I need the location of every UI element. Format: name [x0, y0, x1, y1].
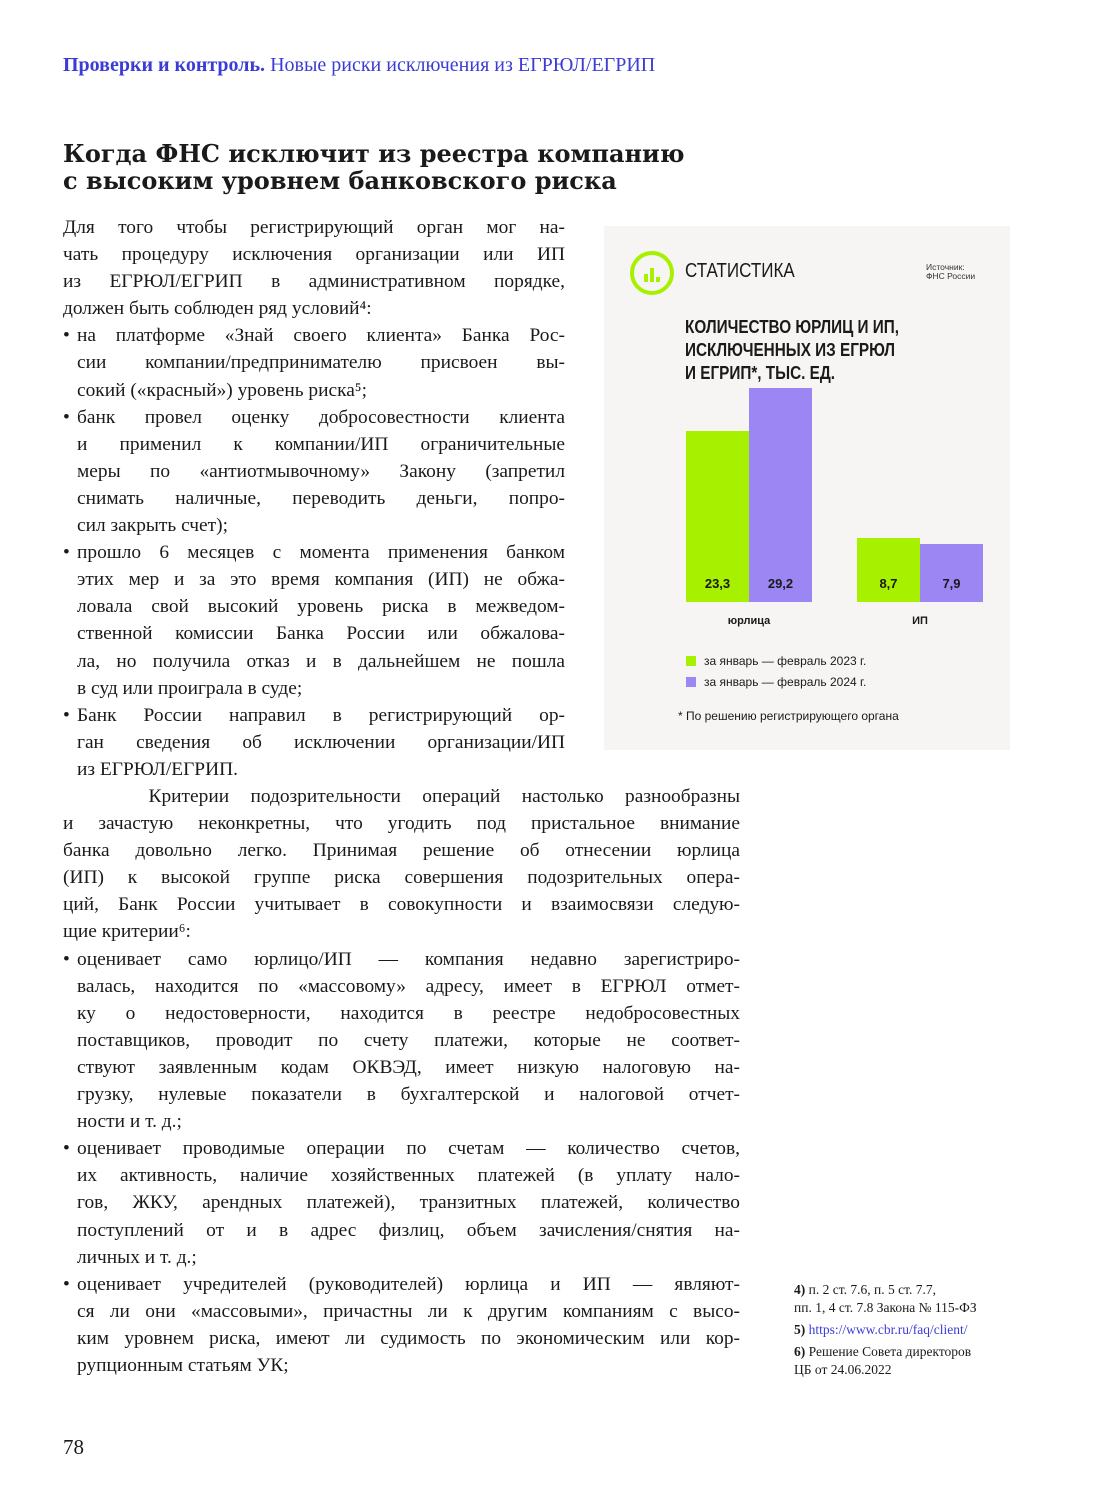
bullet-icon: • [63, 406, 70, 428]
text-line: ким уровнем риска, имеют ли судимость по экономическим или кор- [77, 1327, 740, 1349]
text-line: щие критерии⁶: [63, 921, 191, 943]
chart-title-line: ИСКЛЮЧЕННЫХ ИЗ ЕГРЮЛ [685, 340, 896, 360]
bullet-item [63, 1135, 740, 1270]
text-line: гов, ЖКУ, арендных платежей), транзитных платежей, количество [77, 1192, 740, 1214]
bullet-icon: • [63, 1138, 70, 1160]
text-line: поступлений от и в адрес физлиц, объем зачисления/снятия на- [77, 1219, 740, 1241]
text-line: и применил к компании/ИП ограничительные [77, 433, 565, 455]
footnote [794, 1343, 977, 1379]
text-line: ла, но получила отказ и в дальнейшем не пошла [77, 650, 565, 672]
title-line: Когда ФНС исключит из реестра компанию [63, 139, 685, 168]
text-line: ственной комиссии Банка России или обжалова- [77, 623, 565, 645]
text-line: грузку, нулевые показатели в бухгалтерской и налоговой отчет- [77, 1084, 740, 1106]
text-line: ся ли они «массовыми», причастны ли к другим компаниям с высо- [77, 1300, 740, 1322]
legend-item [686, 654, 866, 668]
legend-label: за январь — февраль 2024 г. [704, 675, 867, 689]
footnote-text: Решение Совета директоров [808, 1344, 972, 1359]
chart-note: * По решению регистрирующего органа [678, 709, 899, 723]
text-line: из ЕГРЮЛ/ЕГРИП. [77, 758, 238, 780]
text-line: Критерии подозрительности операций настолько разнообразны [63, 786, 740, 807]
text-line: ствуют заявленным кодам ОКВЭД, имеет низкую налоговую на- [77, 1056, 740, 1078]
text-line: оценивает учредителей (руководителей) юрлица и ИП — являют- [77, 1273, 740, 1295]
body-text-top [63, 214, 565, 783]
bullet-icon: • [63, 704, 70, 726]
bullet-item [63, 702, 565, 783]
text-line: ности и т. д.; [77, 1111, 182, 1133]
source-value: ФНС России [926, 271, 976, 281]
source-label: Источник: [926, 262, 965, 272]
bullet-item [63, 404, 565, 539]
footnote-text: п. 2 ст. 7.6, п. 5 ст. 7.7, [808, 1282, 936, 1297]
text-line: меры по «антиотмывочному» Закону (запретил [77, 460, 565, 482]
text-line: поставщиков, проводит по счету платежи, которые не соответ- [77, 1029, 740, 1051]
text-line: ган сведения об исключении организации/ИП [77, 731, 565, 753]
bullet-item [63, 1271, 740, 1379]
text-line: ловала свой высокий уровень риска в межведом- [77, 596, 565, 618]
bar-value-label: 29,2 [767, 576, 794, 591]
footnote [794, 1321, 977, 1339]
bar-value-label: 23,3 [704, 576, 731, 591]
footnote-number: 4) [794, 1282, 806, 1297]
bullet-icon: • [63, 948, 70, 970]
text-line: в суд или проиграла в суде; [77, 677, 303, 699]
text-line: банка довольно легко. Принимая решение об отнесении юрлица [63, 840, 740, 862]
footnote [794, 1281, 977, 1317]
bullet-item [63, 946, 740, 1136]
bar [857, 538, 920, 602]
statistics-panel [604, 226, 1010, 750]
text-line: личных и т. д.; [77, 1246, 197, 1268]
running-header [63, 54, 655, 77]
paragraph [63, 214, 565, 322]
text-line: снимать наличные, переводить деньги, попро- [77, 487, 565, 509]
footnote-link[interactable]: https://www.cbr.ru/faq/client/ [808, 1322, 968, 1337]
text-line: рупционным статьям УК; [77, 1354, 289, 1376]
bullet-icon: • [63, 325, 70, 347]
text-line: сил закрыть счет); [77, 515, 228, 537]
bullet-item [63, 322, 565, 403]
bar [749, 388, 812, 602]
footnote-text: ЦБ от 24.06.2022 [794, 1362, 892, 1377]
article-title [63, 140, 684, 194]
text-line: сокий («красный») уровень риска⁵; [77, 379, 367, 401]
text-line: ций, Банк России учитывает в совокупности и взаимосвязи следую- [63, 894, 740, 916]
bar-value-label: 8,7 [879, 576, 898, 591]
panel-label: СТАТИСТИКА [685, 260, 795, 282]
category-label: юрлица [727, 615, 771, 627]
text-line: и зачастую неконкретны, что угодить под пристальное внимание [63, 813, 740, 835]
text-line: банк провел оценку добросовестности клиента [77, 406, 565, 428]
text-line: ку о недостоверности, находится в реестре недобросовестных [77, 1002, 740, 1024]
text-line: валась, находится по «массовому» адресу, имеет в ЕГРЮЛ отмет- [77, 975, 740, 997]
body-text-bottom [63, 783, 740, 1379]
legend-item [686, 675, 866, 689]
category-label: ИП [912, 615, 928, 627]
title-line: с высоким уровнем банковского риска [63, 166, 617, 195]
bar-value-label: 7,9 [942, 576, 961, 591]
bullet-icon: • [63, 1273, 70, 1295]
page-number: 78 [63, 1435, 84, 1459]
legend-swatch [686, 677, 696, 687]
text-line: Банк России направил в регистрирующий ор- [77, 704, 565, 726]
footnote-number: 5) [794, 1322, 806, 1337]
text-line: этих мер и за это время компания (ИП) не обжа- [77, 569, 565, 591]
legend-swatch [686, 656, 696, 666]
text-line: Для того чтобы регистрирующий орган мог на- [63, 217, 565, 238]
footnote-number: 6) [794, 1344, 806, 1359]
text-line: чать процедуру исключения организации или ИП [63, 244, 565, 266]
text-line: их активность, наличие хозяйственных платежей (в уплату нало- [77, 1165, 740, 1187]
section-name: Проверки и контроль. [63, 54, 266, 76]
text-line: должен быть соблюден ряд условий⁴: [63, 298, 372, 320]
chart-title [685, 316, 899, 385]
footnote-text: пп. 1, 4 ст. 7.8 Закона № 115-ФЗ [794, 1300, 977, 1315]
text-line: оценивает само юрлицо/ИП — компания недавно зарегистриро- [77, 948, 740, 970]
text-line: оценивает проводимые операции по счетам — количество счетов, [77, 1138, 740, 1160]
section-subtitle: Новые риски исключения из ЕГРЮЛ/ЕГРИП [270, 54, 656, 76]
text-line: (ИП) к высокой группе риска совершения подозрительных опера- [63, 867, 740, 889]
bullet-item [63, 539, 565, 702]
text-line: прошло 6 месяцев с момента применения банком [77, 542, 565, 564]
footnotes [794, 1281, 977, 1383]
chart-title-line: КОЛИЧЕСТВО ЮРЛИЦ И ИП, [685, 317, 900, 337]
source [926, 263, 975, 281]
text-line: из ЕГРЮЛ/ЕГРИП в административном порядке, [63, 271, 565, 293]
paragraph [63, 783, 740, 946]
bar [920, 544, 983, 602]
text-line: на платформе «Знай своего клиента» Банка Рос- [77, 325, 565, 347]
text-line: сии компании/предпринимателю присвоен вы- [77, 352, 565, 374]
chart-title-line: И ЕГРИП*, ТЫС. ЕД. [685, 363, 836, 383]
legend-label: за январь — февраль 2023 г. [704, 654, 867, 668]
bar-chart-circle-icon [630, 251, 674, 295]
bullet-icon: • [63, 542, 70, 564]
